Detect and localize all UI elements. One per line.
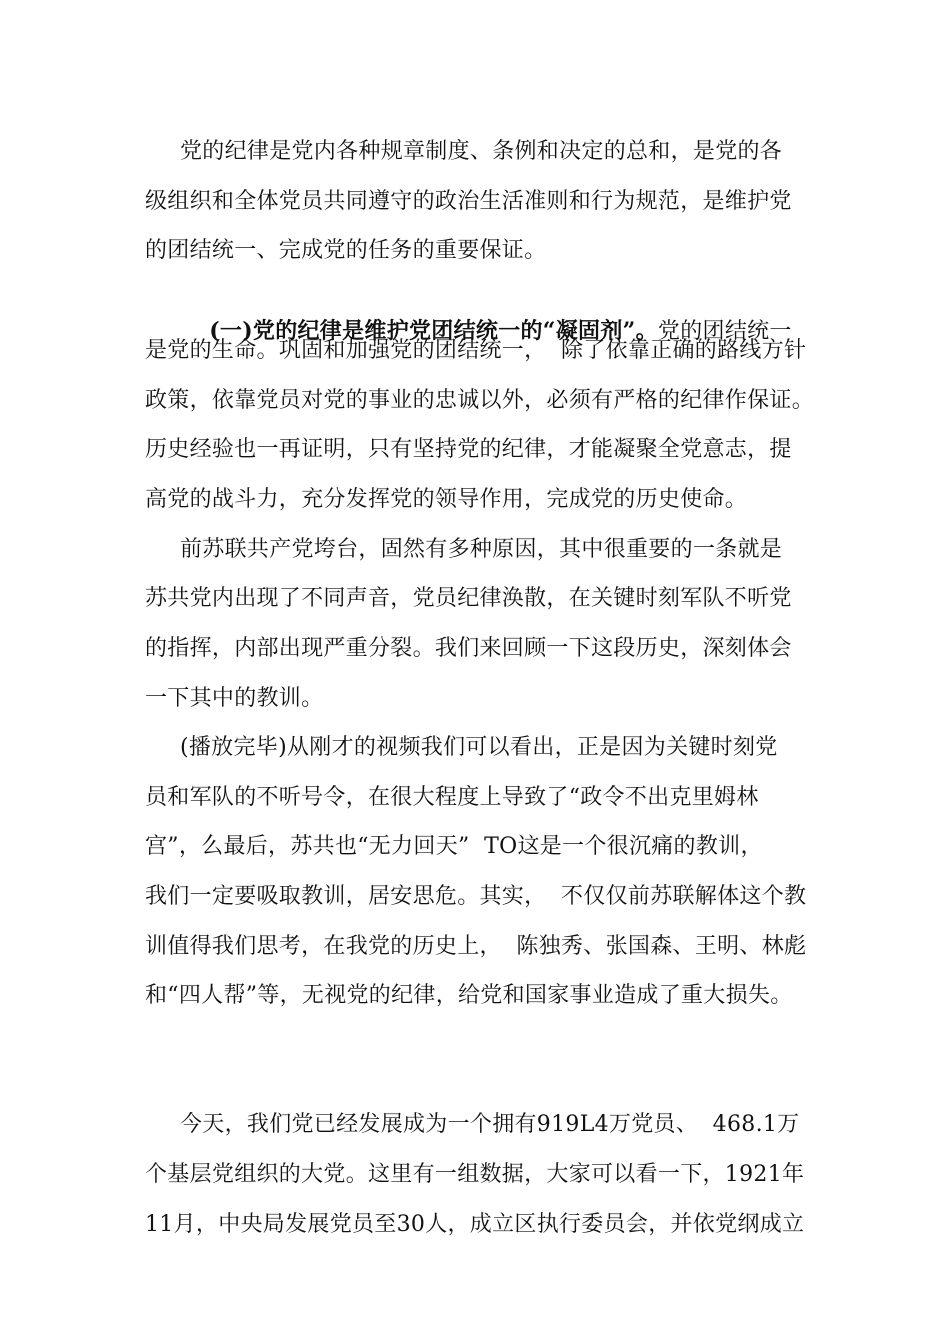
section-heading: (一)党的纪律是维护党团结统一的“凝固剂”。 (209, 318, 658, 344)
paragraph-4-line-4: 我们一定要吸取教训，居安思危。其实， 不仅仅前苏联解体这个教 (145, 884, 807, 909)
paragraph-2-line-3: 政策，依靠党员对党的事业的忠诚以外，必须有严格的纪律作保证。 (145, 388, 815, 413)
paragraph-2-line-1-rest: 党的团结统一 (657, 319, 792, 344)
paragraph-1-line-3: 的团结统一、完成党的任务的重要保证。 (145, 238, 547, 263)
paragraph-3-line-3: 的指挥，内部出现严重分裂。我们来回顾一下这段历史，深刻体会 (145, 636, 792, 661)
paragraph-2-line-4: 历史经验也一再证明，只有坚持党的纪律，才能凝聚全党意志，提 (145, 437, 792, 462)
paragraph-4-line-2: 员和军队的不听号令，在很大程度上导致了“政令不出克里姆林 (145, 785, 759, 810)
paragraph-1-line-1: 党的纪律是党内各种规章制度、条例和决定的总和，是党的各 (180, 139, 783, 164)
paragraph-4-line-6: 和“四人帮”等，无视党的纪律，给党和国家事业造成了重大损失。 (145, 983, 793, 1008)
paragraph-4-line-1: (播放完毕)从刚才的视频我们可以看出，正是因为关键时刻党 (180, 735, 778, 760)
paragraph-2-line-5: 高党的战斗力，充分发挥党的领导作用，完成党的历史使命。 (145, 487, 748, 512)
paragraph-5-line-1: 今天，我们党已经发展成为一个拥有919L4万党员、 468.1万 (180, 1112, 800, 1137)
paragraph-3-line-4: 一下其中的教训。 (145, 686, 324, 711)
paragraph-3-line-2: 苏共党内出现了不同声音，党员纪律涣散，在关键时刻军队不听党 (145, 586, 792, 611)
paragraph-1-line-2: 级组织和全体党员共同遵守的政治生活准则和行为规范，是维护党 (145, 189, 792, 214)
paragraph-5-line-3: 11月，中央局发展党员至30人，成立区执行委员会，并依党纲成立 (145, 1212, 805, 1237)
paragraph-3-line-1: 前苏联共产党垮台，固然有多种原因，其中很重要的一条就是 (180, 537, 783, 562)
paragraph-5-line-2: 个基层党组织的大党。这里有一组数据，大家可以看一下，1921年 (145, 1162, 805, 1187)
paragraph-2-line-2: 是党的生命。巩固和加强党的团结统一， 除了依靠正确的路线方针 (145, 338, 807, 363)
paragraph-4-line-5: 训值得我们思考，在我党的历史上， 陈独秀、张国森、王明、林彪 (145, 934, 807, 959)
paragraph-4-line-3: 宫”，么最后，苏共也“无力回天” TO这是一个很沉痛的教训， (145, 834, 763, 859)
